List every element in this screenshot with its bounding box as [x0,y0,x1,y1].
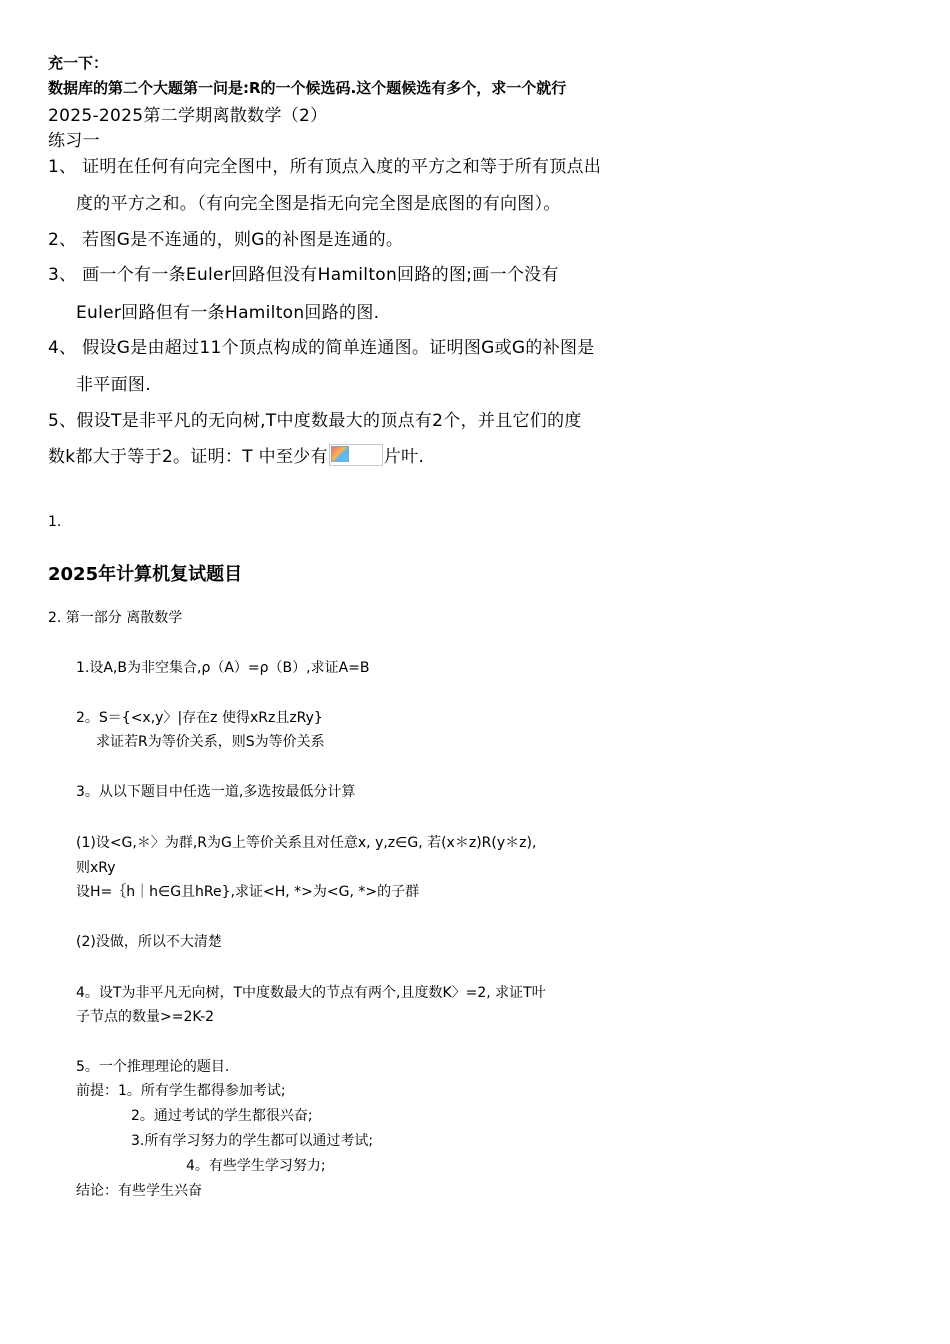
problem-5-premise-3: 3.所有学习努力的学生都可以通过考试; [131,1133,374,1149]
problem-2-line2: 求证若R为等价关系，则S为等价关系 [96,734,325,750]
exercise-q3-line2: Euler回路但有一条Hamilton回路的图. [76,303,380,323]
exercise-q1-line2: 度的平方之和。（有向完全图是指无向完全图是底图的有向图）。 [76,194,561,214]
problem-3-option-1-line2: 则xRy [76,860,116,876]
section-title: 2025年计算机复试题目 [48,564,243,585]
intro-line-1: 充一下： [48,54,109,72]
problem-5-title: 5。一个推理理论的题目. [76,1059,230,1075]
exercise-q4-line1: 4、 假设G是由超过11个顶点构成的简单连通图。证明图G或G的补图是 [48,338,595,358]
problem-3-option-1-line1: (1)设<G,＊〉为群,R为G上等价关系且对任意x, y,z∈G, 若(x＊z)R(y＊z), [76,835,537,851]
problem-5-premise-1: 前提：1。所有学生都得参加考试; [76,1083,286,1099]
exercise-q5-text-before: 数k都大于等于2。证明：T 中至少有 [48,447,328,467]
exercise-heading: 练习一 [48,131,100,151]
problem-4-line2: 子节点的数量>=2K-2 [76,1009,215,1025]
broken-image-icon [329,444,383,466]
problem-4-line1: 4。设T为非平凡无向树，T中度数最大的节点有两个,且度数K〉=2, 求证T叶 [76,985,546,1001]
problem-5-premise-4: 4。有些学生学习努力; [186,1158,326,1174]
problem-3: 3。从以下题目中任选一道,多选按最低分计算 [76,784,356,800]
problem-5-conclusion: 结论：有些学生兴奋 [76,1183,202,1199]
exercise-q5-line2 [48,442,424,467]
exercise-q4-line2: 非平面图. [76,375,151,395]
part-heading: 2. 第一部分 离散数学 [48,610,183,626]
exercise-q5-text-after: 片叶. [383,447,425,467]
problem-2-line1: 2。S＝{<x,y〉|存在z 使得xRz且zRy} [76,710,323,726]
exercise-q5-line1: 5、假设T是非平凡的无向树,T中度数最大的顶点有2个，并且它们的度 [48,411,582,431]
problem-1: 1.设A,B为非空集合,ρ（A）=ρ（B）,求证A=B [76,660,370,676]
problem-3-option-1-line3: 设H=｛h｜h∈G且hRe},求证<H, *>为<G, *>的子群 [76,884,420,900]
problem-3-option-2: (2)没做，所以不大清楚 [76,934,222,950]
exercise-q1-line1: 1、 证明在任何有向完全图中，所有顶点入度的平方之和等于所有顶点出 [48,157,602,177]
course-heading: 2025-2025第二学期离散数学（2） [48,106,328,126]
exercise-q3-line1: 3、 画一个有一条Euler回路但没有Hamilton回路的图;画一个没有 [48,265,559,285]
list-marker-1: 1. [48,514,62,530]
exercise-q2: 2、 若图G是不连通的，则G的补图是连通的。 [48,230,404,250]
intro-line-2: 数据库的第二个大题第一问是:R的一个候选码.这个题候选有多个，求一个就行 [48,79,567,97]
problem-5-premise-2: 2。通过考试的学生都很兴奋; [131,1108,313,1124]
